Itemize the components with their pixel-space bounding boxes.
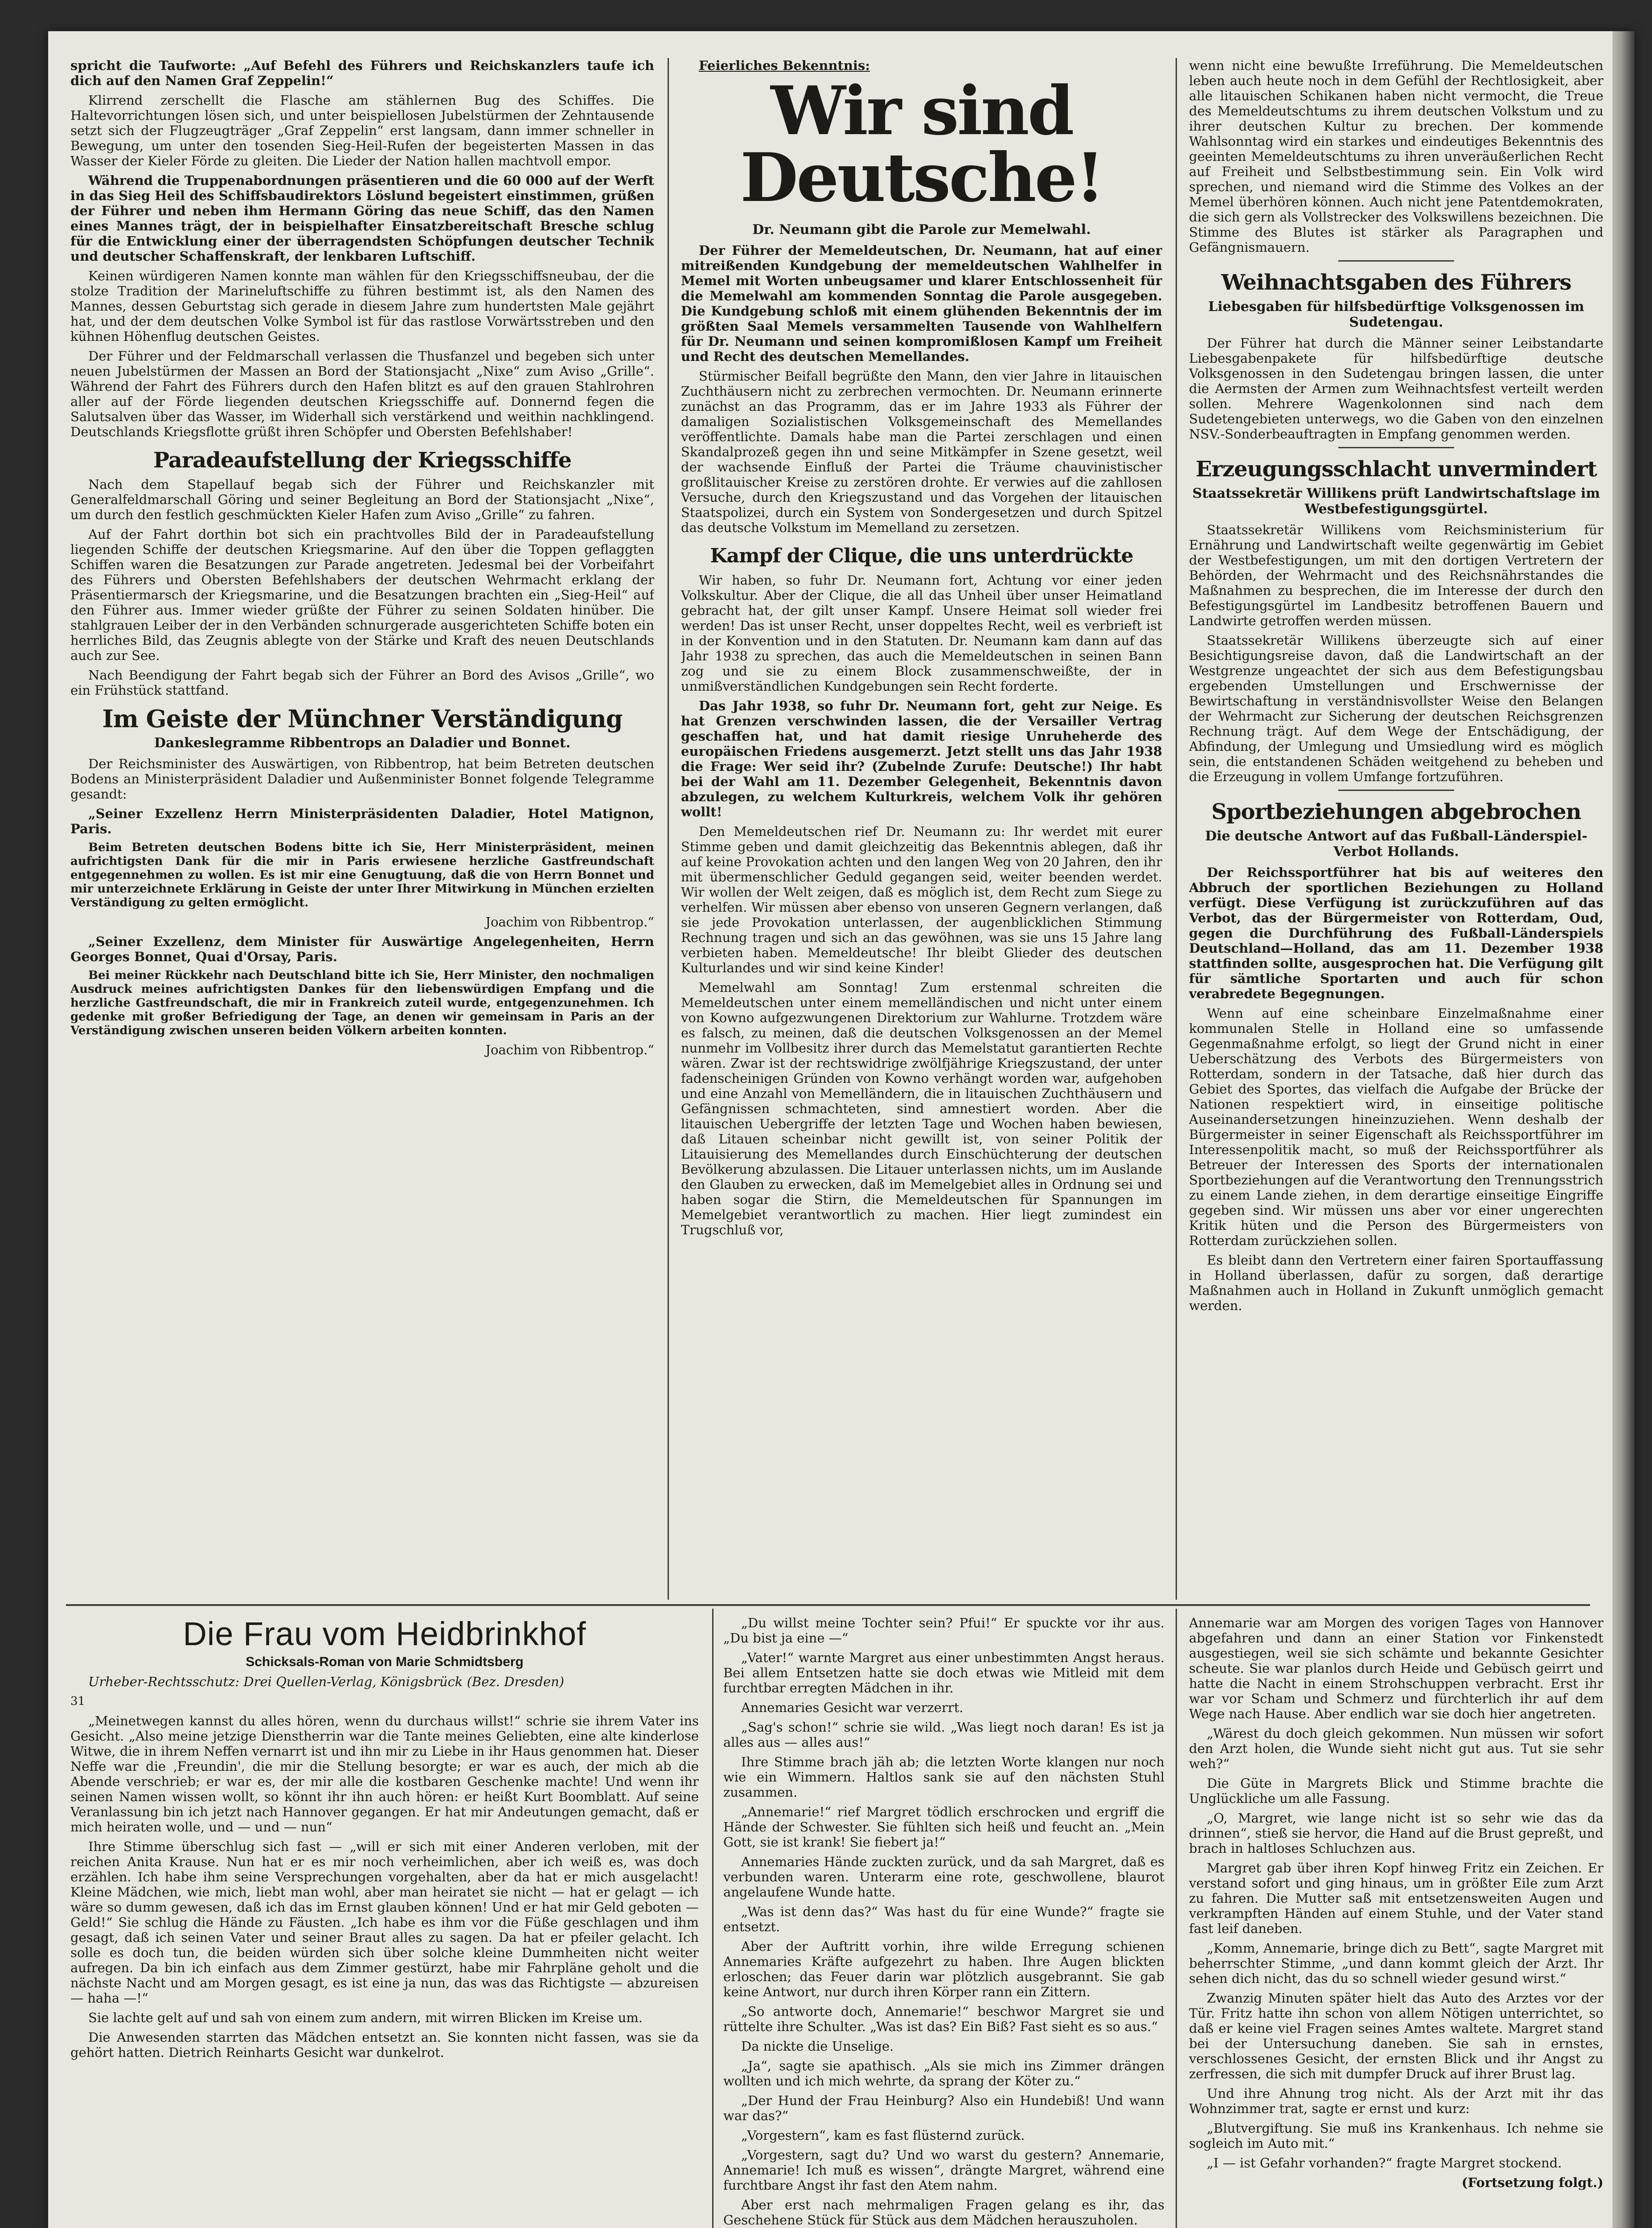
divider [1338,790,1454,791]
paragraph: „Ja“, sagte sie apathisch. „Als sie mich ins Zimmer drängen wollten und ich mich wehrte, da sprang der Köter zu.“ [723,2058,1164,2089]
paragraph: spricht die Taufworte: „Auf Befehl des Führers und Reichskanzlers taufe ich dich auf den Namen Graf Zeppelin!“ [70,58,654,88]
paragraph: „Du willst meine Tochter sein? Pfui!“ Er spuckte vor ihr aus. „Du bist ja eine —“ [723,1615,1164,1646]
paragraph: Beim Betreten deutschen Bodens bitte ich Sie, Herr Ministerpräsident, meinen aufrichtigsten Dank für die mir in Paris erwiesene herzliche Gastfreundschaft entgegennehmen zu wollen. Es ist mir eine Genugtuung, daß die von Herrn Bonnet und mir unterzeichnete Erklärung in Geiste der unter Ihrer Mitwirkung in München erzielten Verständigung zu gelten ermöglicht. [70,841,654,909]
novel-column-2 [723,1615,1164,2228]
novel-column-3 [1189,1615,1603,2228]
article-column-3 [1189,58,1603,1600]
paragraph: Annemaries Hände zuckten zurück, und da sah Margret, daß es verbunden waren. Unterarm eine rote, geschwollene, blaurot angelaufene Wunde hatte. [723,1854,1164,1900]
paragraph: Es bleibt dann den Vertretern einer fairen Sportauffassung in Holland überlassen, dafür zu sorgen, daß derartige Maßnahmen auch in Holland in Zukunft unmöglich gemacht werden. [1189,1253,1603,1313]
paragraph: „So antworte doch, Annemarie!“ beschwor Margret sie und rüttelte ihre Schulter. „Was ist das? Ein Biß? Fast sieht es so aus.“ [723,2004,1164,2034]
section-heading: Paradeaufstellung der Kriegsschiffe [153,448,571,473]
paragraph: Zwanzig Minuten später hielt das Auto des Arztes vor der Tür. Fritz hatte ihn schon von allem Nötigen unterrichtet, so daß er keine viel Fragen seines Amtes waltete. Margret stand bei der Untersuchung daneben. Sie sah in ernstes, verschlossenes Gesicht, der ernsten Blick und ihr Angst zu zerfressen, die sich mit dumpfer Druck auf ihrer Brust lag. [1189,1990,1603,2081]
paragraph: Nach Beendigung der Fahrt begab sich der Führer an Bord des Avisos „Grille“, wo ein Frühstück stattfand. [70,668,654,698]
novel-title: Die Frau vom Heidbrinkhof [183,1615,586,1652]
paragraph: „I — ist Gefahr vorhanden?“ fragte Margret stockend. [1207,2155,1562,2171]
paragraph: Wir haben, so fuhr Dr. Neumann fort, Achtung vor einer jeden Volkskultur. Aber der Clique, die all das Unheil über unser Heimatland gebracht hat, der gilt unser Kampf. Unsere Heimat soll wieder frei werden! Das ist unser Recht, unser doppeltes Recht, weil es verbrieft ist in der Konvention und in den Statuten. Dr. Neumann kam dann auf das Jahr 1938 zu sprechen, das auch die Memeldeutschen in seinen Bann zog und sie zu einem Block zusammenschweißte, der in unmißverständlichen Kundgebungen sein Recht forderte. [681,573,1162,694]
section-deck: Liebesgaben für hilfsbedürftige Volksgenossen im Sudetengau. [1208,299,1584,330]
section-heading: Kampf der Clique, die uns unterdrückte [710,545,1133,567]
paragraph: Annemarie war am Morgen des vorigen Tages von Hannover abgefahren und dann an einer Station vor Finkenstedt ausgestiegen, weil sie sich schämte und bekannte Gesichter scheute. Sie war planlos durch Heide und Gebüsch geirrt und hatte die Nacht in einem Strohschuppen verbracht. Erst ihr war vor Scham und Schmerz und fürchterlich ihr auf dem Wege nach Hause. Aber endlich war sie doch hier angetreten. [1189,1615,1603,1721]
column-rule [668,58,669,1600]
page-spine-shadow [1612,31,1635,2228]
paragraph: Aber der Auftritt vorhin, ihre wilde Erregung schienen Annemaries Kräfte aufgezehrt zu haben. Ihre Augen blickten erloschen; das Feuer darin war plötzlich ausgebrannt. Sie gab keine Antwort, nur durch ihren Körper rann ein Zittern. [723,1939,1164,1999]
section-heading: Im Geiste der Münchner Verständigung [102,704,623,733]
paragraph: Der Führer hat durch die Männer seiner Leibstandarte Liebesgabenpakete für hilfsbedürftige deutsche Volksgenossen in den Sudetengau bringen lassen, die unter die Aermsten der Armen zum Weihnachtsfest verteilt werden sollen. Mehrere Wagenkolonnen sind nach dem Sudetengebieten unterwegs, wo die Gaben von den einzelnen NSV.-Sonderbeauftragten in Empfang genommen werden. [1189,336,1603,442]
section-rule [66,1604,1590,1606]
section-heading: Sportbeziehungen abgebrochen [1211,799,1581,824]
paragraph: Den Memeldeutschen rief Dr. Neumann zu: Ihr werdet mit eurer Stimme geben und damit gleichzeitig das Bekenntnis ablegen, daß ihr auf keine Provokation achten und den langen Weg von 20 Jahren, den ihr mit übermenschlicher Geduld gegangen seid, weiter beenden werdet. Wir wollen der Welt zeigen, daß es möglich ist, dem Recht zum Siege zu verhelfen. Wir müssen aber ebenso von unseren Gegnern verlangen, daß sie jede Provokation unterlassen, der augenblicklichen Stimmung Rechnung tragen und sich an das gewöhnen, was sie uns 15 Jahre lang verbieten haben. Memeldeutsche! Ihr bleibt Glieder des deutschen Kulturlandes und wir sind keine Kinder! [681,824,1162,975]
copyright-notice: Urheber-Rechtsschutz: Drei Quellen-Verlag, Königsbrück (Bez. Dresden) [88,1674,564,1689]
paragraph: Die Güte in Margrets Blick und Stimme brachte die Unglückliche um alle Fassung. [1189,1776,1603,1806]
headline: Wir sind Deutsche! [740,72,1103,217]
column-rule [1176,58,1177,1600]
paragraph: Ihre Stimme überschlug sich fast — „will er sich mit einer Anderen verloben, mit der reichen Anita Krause. Nun hat er es mir noch verheimlichen, aber ich weiß es, was doch erzählen. Ich habe ihm seine Versprechungen vorgehalten, aber da hat er mich ausgelacht! Kleine Mädchen, wie mich, liebt man wohl, aber man heiratet sie nicht — hat er gelagt — ich wäre so dumm gewesen, daß ich das im Ernst glauben können! Und er hat mir Geld geboten — Geld!“ Sie schlug die Hände zu Fäusten. „Ich habe es ihm vor die Füße geschlagen und ihm gesagt, daß ich seinen Vater und seiner Braut alles zu sagen. Da hat er pfeiler gelacht. Ich solle es doch tun, die beiden würden sich über solche kleine Dummheiten nicht weiter aufregen. Da bin ich einfach aus dem Zimmer gestürzt, habe mir Fahrpläne geholt und die nächste Nacht und am Morgen gesagt, es ist eine ja nun, das was das Richtigste — abzureisen — haha —!“ [70,1839,699,2006]
paragraph: Memelwahl am Sonntag! Zum erstenmal schreiten die Memeldeutschen unter einem memelländischen und nicht unter einem von Kowno aufgezwungenen Direktorium zur Wahlurne. Trotzdem wäre es falsch, zu meinen, daß die deutschen Volksgenossen an der Memel nunmehr im Vollbesitz ihrer durch das Memelstatut garantierten Rechte wären. Zwar ist der rechtswidrige zwölfjährige Kriegszustand, der unter fadenscheinigen Gründen von Kowno verhängt worden war, aufgehoben und eine Anzahl von Memelländern, die in litauischen Zuchthäusern und Gefängnissen schmachteten, sind amnestiert worden. Aber die litauischen Uebergriffe der letzten Tage und Wochen haben bewiesen, daß Litauen scheinbar nicht gewillt ist, von seiner Politik der Litauisierung des Memellandes durch Einschüchterung der deutschen Bevölkerung abzulassen. Die Litauer unterlassen nichts, um im Auslande den Glauben zu erwecken, daß im Memelgebiet alles in Ordnung sei und haben sogar die Stirn, die Memeldeutschen für Spannungen im Memelgebiet verantwortlich zu machen. Hier liegt zumindest ein Trugschluß vor, [681,980,1162,1237]
column-rule [712,1609,713,2228]
paragraph: Der Führer und der Feldmarschall verlassen die Thusfanzel und begeben sich unter neuen Jubelstürmen der Massen an Bord der Stationsjacht „Nixe“ zum Aviso „Grille“. Während der Fahrt des Führers durch den Hafen blitzt es auf den grauen Stahlrohren aller auf der Förde liegenden deutschen Kriegsschiffe auf. Donnernd fegen die Salutsalven über das Wasser, im Widerhall sich verstärkend und weithin nachklingend. Deutschlands Kriegsflotte grüßt ihren Schöpfer und Obersten Befehlshaber! [70,348,654,439]
installment-number: 31 [70,1695,86,1708]
paragraph: Der Führer der Memeldeutschen, Dr. Neumann, hat auf einer mitreißenden Kundgebung der memeldeutschen Wahlhelfer in Memel mit Worten unbeugsamer und klarer Entschlossenheit für die Memelwahl am kommenden Sonntag die Parole ausgegeben. Die Kundgebung schloß mit einem glühenden Bekenntnis der im größten Saal Memels versammelten Tausende von Wahlhelfern für Dr. Neumann und seinen kompromißlosen Kampf um Freiheit und Recht des deutschen Memellandes. [681,243,1162,364]
paragraph: Und ihre Ahnung trog nicht. Als der Arzt mit ihr das Wohnzimmer trat, sagte er ernst und kurz: [1189,2086,1603,2116]
paragraph: Das Jahr 1938, so fuhr Dr. Neumann fort, geht zur Neige. Es hat Grenzen verschwinden lassen, die der Versailler Vertrag geschaffen hat, und hat damit riesige Unruheherde des europäischen Friedens ausgemerzt. Jetzt stellt uns das Jahr 1938 die Frage: Wer seid ihr? (Zubelnde Zurufe: Deutsche!) Ihr habt bei der Wahl am 11. Dezember Gelegenheit, Bekenntnis davon abzulegen, zu welchem Kulturkreis, welchem Volk ihr gehören wollt! [681,698,1162,819]
paragraph: „Vorgestern“, kam es fast flüsternd zurück. [741,2128,1025,2143]
article-column-1 [70,58,654,1600]
novel-column-1 [70,1615,699,2228]
paragraph: Stürmischer Beifall begrüßte den Mann, den vier Jahre in litauischen Zuchthäusern nicht zu zerbrechen vermochten. Dr. Neumann erinnerte zunächst an das Programm, das er im Jahre 1933 als Führer der damaligen Sozialistischen Volksgemeinschaft des Memellandes veröffentlichte. Damals habe man die Partei zerschlagen und einen Skandalprozeß gegen ihn und seine Mitkämpfer in Szene gesetzt, weil der wachsende Einfluß der Partei die Träume chauvinistischer großlitauischer Kreise zu zerstören drohte. Er verwies auf die zahllosen Versuche, durch den Kriegszustand und das Vorgehen der litauischen Staatspolizei, durch ein System von Sondergesetzen und durch Spitzel das deutsche Volkstum im Memelland zu zersetzen. [681,369,1162,535]
paragraph: Der Reichsminister des Auswärtigen, von Ribbentrop, hat beim Betreten deutschen Bodens an Ministerpräsident Daladier und Außenminister Bonnet folgende Telegramme gesandt: [70,756,654,802]
paragraph: Sie lachte gelt auf und sah von einem zum andern, mit wirren Blicken im Kreise um. [88,2010,643,2025]
paragraph: „Komm, Annemarie, bringe dich zu Bett“, sagte Margret mit beherrschter Stimme, „und dann kommt gleich der Arzt. Ihr sehen dich nicht, das du so schnell wieder gesund wirst.“ [1189,1941,1603,1986]
paragraph: „Seiner Exzellenz Herrn Ministerpräsidenten Daladier, Hotel Matignon, Paris. [70,806,654,836]
signature: Joachim von Ribbentrop.“ [485,1042,654,1057]
paragraph: „Vorgestern, sagt du? Und wo warst du gestern? Annemarie, Annemarie! Ich muß es wissen“, drängte Margret, während eine furchtbare Angst ihr fast den Atem nahm. [723,2147,1164,2193]
column-rule [1176,1609,1177,2228]
paragraph: Der Reichssportführer hat bis auf weiteres den Abbruch der sportlichen Beziehungen zu Holland verfügt. Diese Verfügung ist zurückzuführen auf das Verbot, das der Bürgermeister von Rotterdam, Oud, gegen die Durchführung des Fußball-Länderspiels Deutschland—Holland, das am 11. Dezember 1938 stattfinden sollte, ausgesprochen hat. Die Verfügung gilt für sämtliche Sportarten und auch für schon verabredete Begegnungen. [1189,865,1603,1001]
paragraph: „Meinetwegen kannst du alles hören, wenn du durchaus willst!“ schrie sie ihrem Vater ins Gesicht. „Also meine jetzige Dienstherrin war die Tante meines Geliebten, eine alte kinderlose Witwe, die in ihrem Neffen vernarrt ist und ihn mir zu Liebe in ihr Haus genommen hat. Dieser Neffe war die ,Freundin', die mir die Stellung besorgte; er war es auch, der mich ab die Abende verschrieb; er war es, der mir alle die kostbaren Geschenke machte! Und wenn ihr seinen Namen wissen wollt, so könnt ihr ihn auch hören: er heißt Kurt Boomblatt. Auf seine Veranlassung bin ich jetzt nach Hannover gegangen. Er hat mir Andeutungen gemacht, daß er mich heiraten wolle, und — und — nun“ [70,1713,699,1835]
paragraph: „Seiner Exzellenz, dem Minister für Auswärtige Angelegenheiten, Herrn Georges Bonnet, Quai d'Orsay, Paris. [70,934,654,964]
kicker: Feierliches Bekenntnis: [699,58,870,73]
section-deck: Die deutsche Antwort auf das Fußball-Länderspiel-Verbot Hollands. [1205,828,1587,860]
paragraph: Bei meiner Rückkehr nach Deutschland bitte ich Sie, Herr Minister, den nochmaligen Ausdruck meines aufrichtigsten Dankes für den liebenswürdigen Empfang und die herzliche Gastfreundschaft, die mir in Frankreich zuteil wurde, entgegenzunehmen. Ich gedenke mit großer Befriedigung der Tage, an denen wir gemeinsam in Paris an der Verständigung zwischen unseren beiden Völkern arbeiten konnten. [70,969,654,1037]
paragraph: Staatssekretär Willikens vom Reichsministerium für Ernährung und Landwirtschaft weilte gegenwärtig im Gebiet der Westbefestigungen, um mit den dortigen Vertretern der Behörden, der Wehrmacht und des Reichsnährstandes die Maßnahmen zu besprechen, die im Interesse der durch den Befestigungsgürtel im Landbesitz betroffenen Bauern und Landwirte getroffen werden müssen. [1189,522,1603,628]
paragraph: Staatssekretär Willikens überzeugte sich auf einer Besichtigungsreise davon, daß die Landwirtschaft an der Westgrenze ungeachtet der sich aus dem Befestigungsbau ergebenden Umstellungen und Erschwernisse der Bewirtschaftung in verständnisvollster Weise den Belangen der Wehrmacht zur Sicherung der deutschen Reichsgrenzen Rechnung trägt. Auf dem Wege der Entschädigung, der Abfindung, der Umlegung und Umsiedlung wird es möglich sein, die entstandenen Schäden weitgehend zu beheben und die Erzeugung in vollem Umfange fortzuführen. [1189,633,1603,784]
paragraph: Während die Truppenabordnungen präsentieren und die 60 000 auf der Werft in das Sieg Heil des Schiffsbaudirektors Löslund begeistert einstimmen, grüßen der Führer und neben ihm Hermann Göring das neue Schiff, das den Namen eines Mannes trägt, der in beispielhafter Einsatzbereitschaft Bresche schlug für die Entwicklung einer der überragendsten Schöpfungen deutscher Technik und deutscher Schaffenskraft, der lenkbaren Luftschiff. [70,173,654,264]
section-heading: Erzeugungsschlacht unvermindert [1195,457,1597,482]
paragraph: Annemaries Gesicht war verzerrt. [741,1700,963,1715]
paragraph: Nach dem Stapellauf begab sich der Führer und Reichskanzler mit Generalfeldmarschall Göring und seiner Begleitung an Bord der Stationsjacht „Nixe“, um durch den festlich geschmückten Kieler Hafen zum Aviso „Grille“ zu fahren. [70,477,654,522]
paragraph: „Blutvergiftung. Sie muß ins Krankenhaus. Ich nehme sie sogleich im Auto mit.“ [1189,2121,1603,2151]
section-deck: Dankeslegramme Ribbentrops an Daladier und Bonnet. [154,735,571,751]
paragraph: „Der Hund der Frau Heinburg? Also ein Hundebiß! Und wann war das?“ [723,2093,1164,2123]
divider [1338,447,1454,448]
paragraph: „Vater!“ warnte Margret aus einer unbestimmten Angst heraus. Bei allem Entsetzen hatte sie doch etwas wie Mitleid mit dem furchtbar erregten Mädchen in ihr. [723,1650,1164,1696]
paragraph: „Sag's schon!“ schrie sie wild. „Was liegt noch daran! Es ist ja alles aus — alles aus!“ [723,1720,1164,1750]
paragraph: Aber erst nach mehrmaligen Fragen gelang es ihr, das Geschehene Stück für Stück aus dem Mädchen herauszuholen. [723,2197,1164,2228]
article-column-2 [681,58,1162,1600]
paragraph: „Wärest du doch gleich gekommen. Nun müssen wir sofort den Arzt holen, die Wunde sieht nicht gut aus. Tut sie sehr weh?“ [1189,1726,1603,1771]
paragraph: „Was ist denn das?“ Was hast du für eine Wunde?“ fragte sie entsetzt. [723,1904,1164,1934]
paragraph: Da nickte die Unselige. [741,2039,894,2054]
section-heading: Weihnachtsgaben des Führers [1221,270,1571,295]
novel-subtitle: Schicksals-Roman von Marie Schmidtsberg [246,1655,524,1669]
divider [1338,260,1454,262]
paragraph: Ihre Stimme brach jäh ab; die letzten Worte klangen nur noch wie ein Wimmern. Haltlos sank sie auf den nächsten Stuhl zusammen. [723,1754,1164,1800]
paragraph: Wenn auf eine scheinbare Einzelmaßnahme einer kommunalen Stelle in Holland eine so umfassende Gegenmaßnahme erfolgt, so liegt der Grund nicht in einer Ueberschätzung des Verbots des Bürgermeisters von Rotterdam, sondern in der Tatsache, daß hier durch das Gebiet des Sportes, das vielfach die Aufgabe der Brücke der Nationen respektiert wird, in einseitige politische Auseinandersetzungen hineinzuziehen. Wenn deshalb der Bürgermeister in seiner Eigenschaft als Reichssportführer im Interessenpolitik macht, so muß der Reichssportführer als Betreuer der Interessen des Sports der internationalen Sportbeziehungen auf die Verantwortung den Trennungsstrich zu einem Lande ziehen, in dem derartige einseitige Eingriffe gegeben sind. Wir müssen uns aber vor einer ungerechten Kritik hüten und die Person des Bürgermeisters von Rotterdam zurückziehen sollen. [1189,1006,1603,1248]
newspaper-page [48,31,1635,2228]
paragraph: Die Anwesenden starrten das Mädchen entsetzt an. Sie konnten nicht fassen, was sie da gehört hatten. Dietrich Reinharts Gesicht war dunkelrot. [70,2030,699,2060]
signature: Joachim von Ribbentrop.“ [485,914,654,930]
paragraph: wenn nicht eine bewußte Irreführung. Die Memeldeutschen leben auch heute noch in dem Gefühl der Rechtlosigkeit, aber alle litauischen Schikanen haben nicht vermocht, die Treue des Memeldeutschtums zu ihrem deutschen Volkstum und zu ihrer deutschen Kultur zu brechen. Der kommende Wahlsonntag wird ein starkes und eindeutiges Bekenntnis des geeinten Memeldeutschtums zu ihren unveräußerlichen Recht auf Freiheit und Selbstbestimmung sein. Ein Volk wird sprechen, und niemand wird die Stimme des Volkes an der Memel überhören können. Auch nicht jene Patentdemokraten, die sich gern als Vollstrecker des Volkswillens bezeichnen. Die Stimme des Blutes ist stärker als Paragraphen und Gefängnismauern. [1189,58,1603,255]
paragraph: Klirrend zerschellt die Flasche am stählernen Bug des Schiffes. Die Haltevorrichtungen lösen sich, und unter beispiellosen Jubelstürmen der Zehntausende setzt sich der Flugzeugträger „Graf Zeppelin“ erst langsam, dann immer schneller in Bewegung, um unter den tosenden Sieg-Heil-Rufen der begeisterten Massen in das Wasser der Kieler Förde zu gleiten. Die Lieder der Nation hallen machtvoll empor. [70,93,654,168]
paragraph: Keinen würdigeren Namen konnte man wählen für den Kriegsschiffsneubau, der die stolze Tradition der Marineluftschiffe zu führen bestimmt ist, als den Namen des Mannes, dessen Geburtstag sich gerade in diesem Jahre zum hundertsten Male gejährt hat, und der dem deutschen Volke Symbol ist für das rastlose Vorwärtsstreben und den kühnen Höhenflug deutschen Geistes. [70,268,654,344]
paragraph: Margret gab über ihren Kopf hinweg Fritz ein Zeichen. Er verstand sofort und ging hinaus, um in größter Eile zum Arzt zu fahren. Die Mutter saß mit entsetzensweiten Augen und verkrampften Händen auf einem Stuhle, und der Vater stand fast leif daneben. [1189,1860,1603,1936]
paragraph: „Annemarie!“ rief Margret tödlich erschrocken und ergriff die Hände der Schwester. Sie fühlten sich heiß und feucht an. „Mein Gott, sie ist krank! Sie fiebert ja!“ [723,1804,1164,1850]
paragraph: „O, Margret, wie lange nicht ist so sehr wie das da drinnen“, stieß sie hervor, die Hand auf die Brust gepreßt, und brach in haltloses Schluchzen aus. [1189,1810,1603,1856]
continuation-note: (Fortsetzung folgt.) [1461,2175,1603,2190]
paragraph: Auf der Fahrt dorthin bot sich ein prachtvolles Bild der in Paradeaufstellung liegenden Schiffe der deutschen Kriegsmarine. Auf den über die Toppen geflaggten Schiffen waren die Besatzungen zur Parade angetreten. Jedesmal bei der Vorbeifahrt des Führers und Obersten Befehlshabers der deutschen Wehrmacht erklang der Präsentiermarsch der Kriegsmarine, und die Besatzungen brachten ein „Sieg-Heil“ auf den Führer aus. Immer wieder grüßte der Führer zu seinen Soldaten hinüber. Die stahlgrauen Leiber der in den Verbänden schnurgerade ausgerichteten Schiffe boten ein herrliches Bild, das Zeugnis ablegte von der Stärke und Kraft des neuen Deutschlands auch zur See. [70,527,654,663]
headline-deck: Dr. Neumann gibt die Parole zur Memelwahl. [752,222,1091,238]
section-deck: Staatssekretär Willikens prüft Landwirtschaftslage im Westbefestigungsgürtel. [1192,486,1600,517]
